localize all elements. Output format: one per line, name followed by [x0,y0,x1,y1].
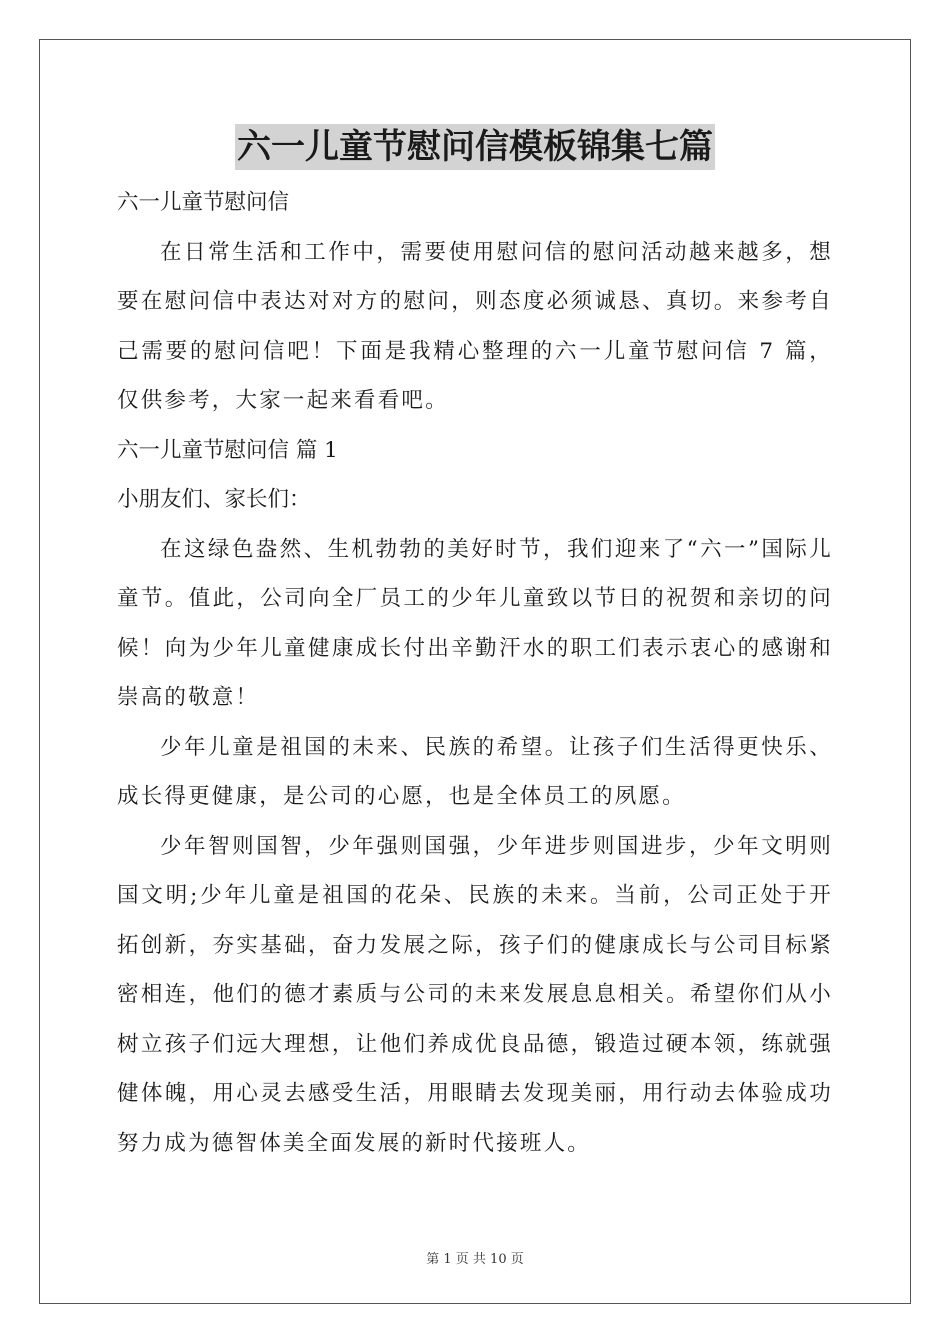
body-paragraph-3: 少年智则国智，少年强则国强，少年进步则国进步，少年文明则国文明;少年儿童是祖国的花朵、民族的未来。当前，公司正处于开拓创新，夯实基础，奋力发展之际，孩子们的健康成长与公司目标紧密相连，他们的德才素质与公司的未来发展息息相关。希望你们从小树立孩子们远大理想，让他们养成优良品德，锻造过硬本领，练就强健体魄，用心灵去感受生活，用眼睛去发现美丽，用行动去体验成功努力成为德智体美全面发展的新时代接班人。 [117,833,833,1156]
body-paragraph-2: 少年儿童是祖国的未来、民族的希望。让孩子们生活得更快乐、成长得更健康，是公司的心愿，也是全体员工的夙愿。 [117,734,833,809]
body-paragraph-1: 在这绿色盎然、生机勃勃的美好时节，我们迎来了“六一”国际儿童节。值此，公司向全厂员工的少年儿童致以节日的祝贺和亲切的问候！向为少年儿童健康成长付出辛勤汗水的职工们表示衷心的感谢和崇高的敬意！ [117,536,833,710]
page-footer: 第 1 页 共 10 页 [426,1252,524,1267]
title-wrap [0,124,950,170]
section-heading: 六一儿童节慰问信 篇 1 [117,437,338,463]
document-title: 六一儿童节慰问信模板锦集七篇 [235,124,715,170]
salutation: 小朋友们、家长们： [117,487,311,512]
document-subtitle: 六一儿童节慰问信 [117,190,290,215]
document-body [117,178,833,1168]
intro-paragraph: 在日常生活和工作中，需要使用慰问信的慰问活动越来越多，想要在慰问信中表达对对方的慰问，则态度必须诚恳、真切。来参考自己需要的慰问信吧！下面是我精心整理的六一儿童节慰问信 7 篇，仅供参考，大家一起来看看吧。 [117,239,833,413]
